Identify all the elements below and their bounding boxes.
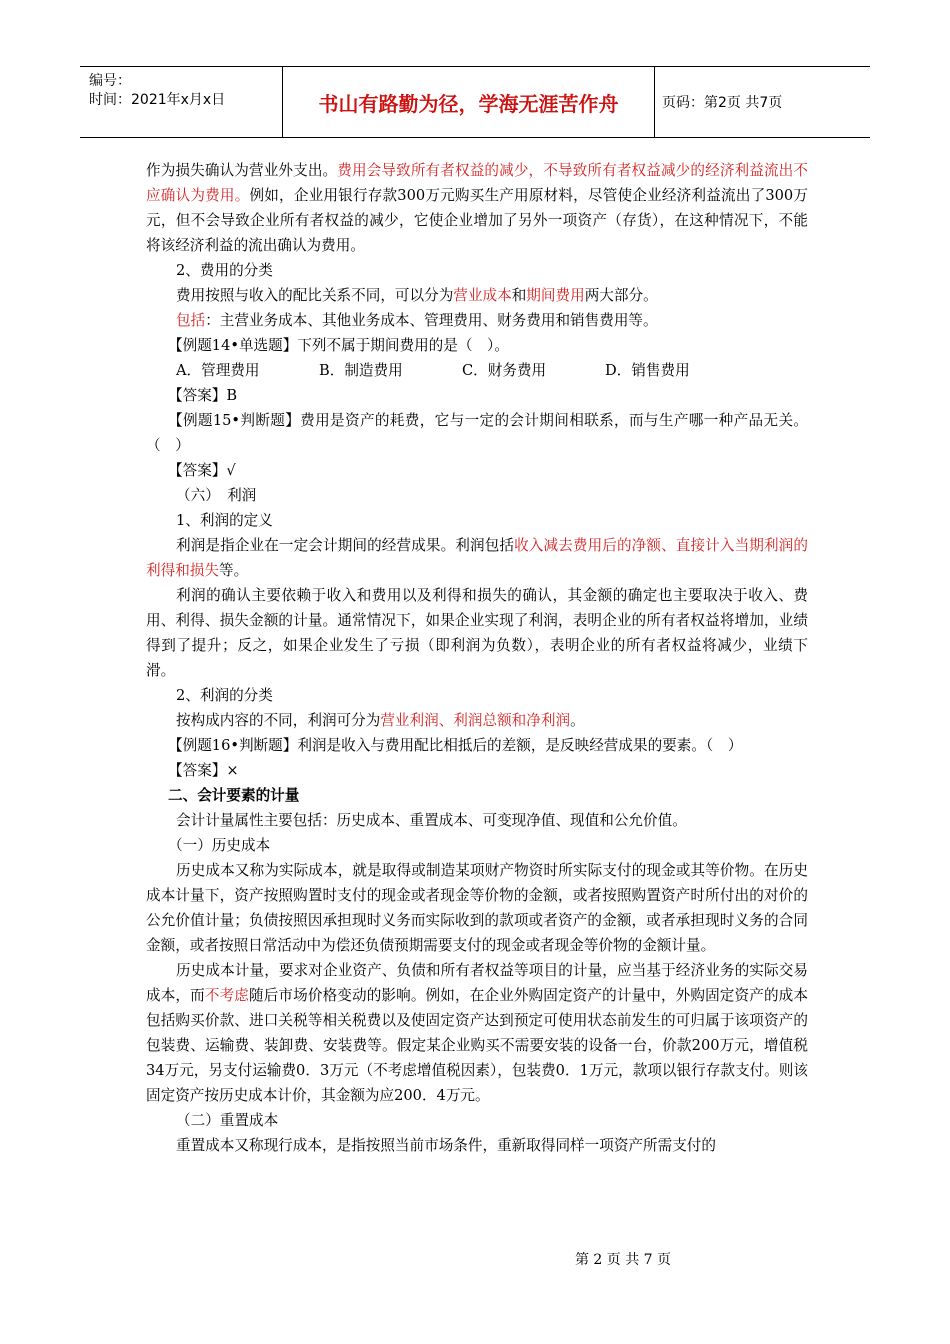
option: C．财务费用: [462, 362, 547, 379]
answer: 【答案】×: [168, 762, 239, 779]
highlight-text: 费用会导致所有者权益的减少，不导致所有者权益减少的经济利益流出不应确认为费用。: [146, 162, 808, 204]
option: A．管理费用: [176, 362, 260, 379]
answer: 【答案】B: [168, 387, 238, 404]
text: 等。: [218, 562, 249, 579]
section-heading: 2、利润的分类: [176, 687, 273, 704]
paragraph: 重置成本又称现行成本，是指按照当前市场条件，重新取得同样一项资产所需支付的: [176, 1137, 716, 1154]
option: D．销售费用: [605, 362, 690, 379]
option-list: [146, 358, 808, 383]
paragraph: [146, 308, 808, 333]
section-heading: （一）历史成本: [168, 837, 271, 854]
paragraph: [146, 533, 808, 583]
example-question: 【例题15•判断题】费用是资产的耗费，它与一定的会计期间相联系，而与生产哪一种产品无关。（ ）: [146, 412, 808, 454]
highlight-text: 包括: [176, 312, 206, 329]
text: ：主营业务成本、其他业务成本、管理费用、财务费用和销售费用等。: [205, 312, 658, 329]
text: 。: [570, 712, 585, 729]
text: 和: [511, 287, 527, 304]
paragraph: 历史成本又称为实际成本，就是取得或制造某项财产物资时所实际支付的现金或其等价物。在历史成本计量下，资产按照购置时支付的现金或者现金等价物的金额，或者按照购置资产时所付出的对价的公允价值计量；负债按照因承担现时义务而实际收到的款项或者资产的金额，或者承担现时义务的合同金额，或者按照日常活动中为偿还负债预期需要支付的现金或者现金等价物的金额计量。: [146, 862, 808, 954]
section-heading: 2、费用的分类: [176, 262, 273, 279]
page-footer: [0, 1249, 950, 1269]
highlight-text: 营业成本: [453, 287, 512, 304]
highlight-text: 营业利润、利润总额和净利润: [380, 712, 571, 729]
serial-label: 编号：: [89, 73, 131, 89]
text: 两大部分。: [584, 287, 658, 304]
paragraph: 会计计量属性主要包括：历史成本、重置成本、可变现净值、现值和公允价值。: [176, 812, 687, 829]
text: 例如，企业用银行存款300万元购买生产用原材料，尽管使企业经济利益流出了300万元，但不会导致企业所有者权益的减少，它使企业增加了另外一项资产（存货），在这种情况下，不能将该经济利益的流出确认为费用。: [146, 187, 808, 254]
page-info: 页码：第2页 共7页: [662, 95, 783, 111]
document-body: [146, 158, 808, 1158]
text: 费用按照与收入的配比关系不同，可以分为: [176, 287, 454, 304]
header-table: [80, 66, 870, 138]
page-number: 第 2 页 共 7 页: [574, 1252, 672, 1268]
highlight-text: 不考虑: [204, 987, 249, 1004]
example-question: 【例题16•判断题】利润是收入与费用配比相抵后的差额，是反映经营成果的要素。（ ）: [168, 737, 743, 754]
text: 作为损失确认为营业外支出。: [146, 162, 338, 179]
paragraph: [146, 708, 808, 733]
section-heading: 二、会计要素的计量: [168, 787, 300, 804]
option: B．制造费用: [319, 362, 403, 379]
example-question: 【例题14•单选题】下列不属于期间费用的是（ ）。: [168, 337, 509, 354]
time-label: 时间：2021年x月x日: [89, 92, 226, 108]
text: 利润是指企业在一定会计期间的经营成果。利润包括: [176, 537, 515, 554]
highlight-text: 收入减去费用后的净额、直接计入当期利润的利得和损失: [146, 537, 808, 579]
paragraph: 利润的确认主要依赖于收入和费用以及利得和损失的确认，其金额的确定也主要取决于收入、费用、利得、损失金额的计量。通常情况下，如果企业实现了利润，表明企业的所有者权益将增加，业绩得到了提升；反之，如果企业发生了亏损（即利润为负数），表明企业的所有者权益将减少，业绩下滑。: [146, 587, 808, 679]
section-heading: （二）重置成本: [176, 1112, 279, 1129]
paragraph: [146, 958, 808, 1108]
text: 按构成内容的不同，利润可分为: [176, 712, 381, 729]
paragraph: [146, 283, 808, 308]
paragraph: [146, 158, 808, 258]
text: 历史成本计量，要求对企业资产、负债和所有者权益等项目的计量，应当基于经济业务的实际交易成本，而: [146, 962, 808, 1004]
answer: 【答案】√: [168, 462, 236, 479]
section-heading: 1、利润的定义: [176, 512, 273, 529]
header-meta: [80, 67, 283, 137]
section-heading: （六） 利润: [176, 487, 257, 504]
highlight-text: 期间费用: [526, 287, 585, 304]
text: 随后市场价格变动的影响。例如，在企业外购固定资产的计量中，外购固定资产的成本包括购买价款、进口关税等相关税费以及使固定资产达到预定可使用状态前发生的可归属于该项资产的包装费、运输费、装卸费、安装费等。假定某企业购买不需要安装的设备一台，价款200万元，增值税34万元，另支付运输费0．3万元（不考虑增值税因素），包装费0．1万元，款项以银行存款支付。则该固定资产按历史成本计价，其金额为应200．4万元。: [146, 987, 808, 1104]
motto: 书山有路勤为径，学海无涯苦作舟: [283, 67, 655, 137]
